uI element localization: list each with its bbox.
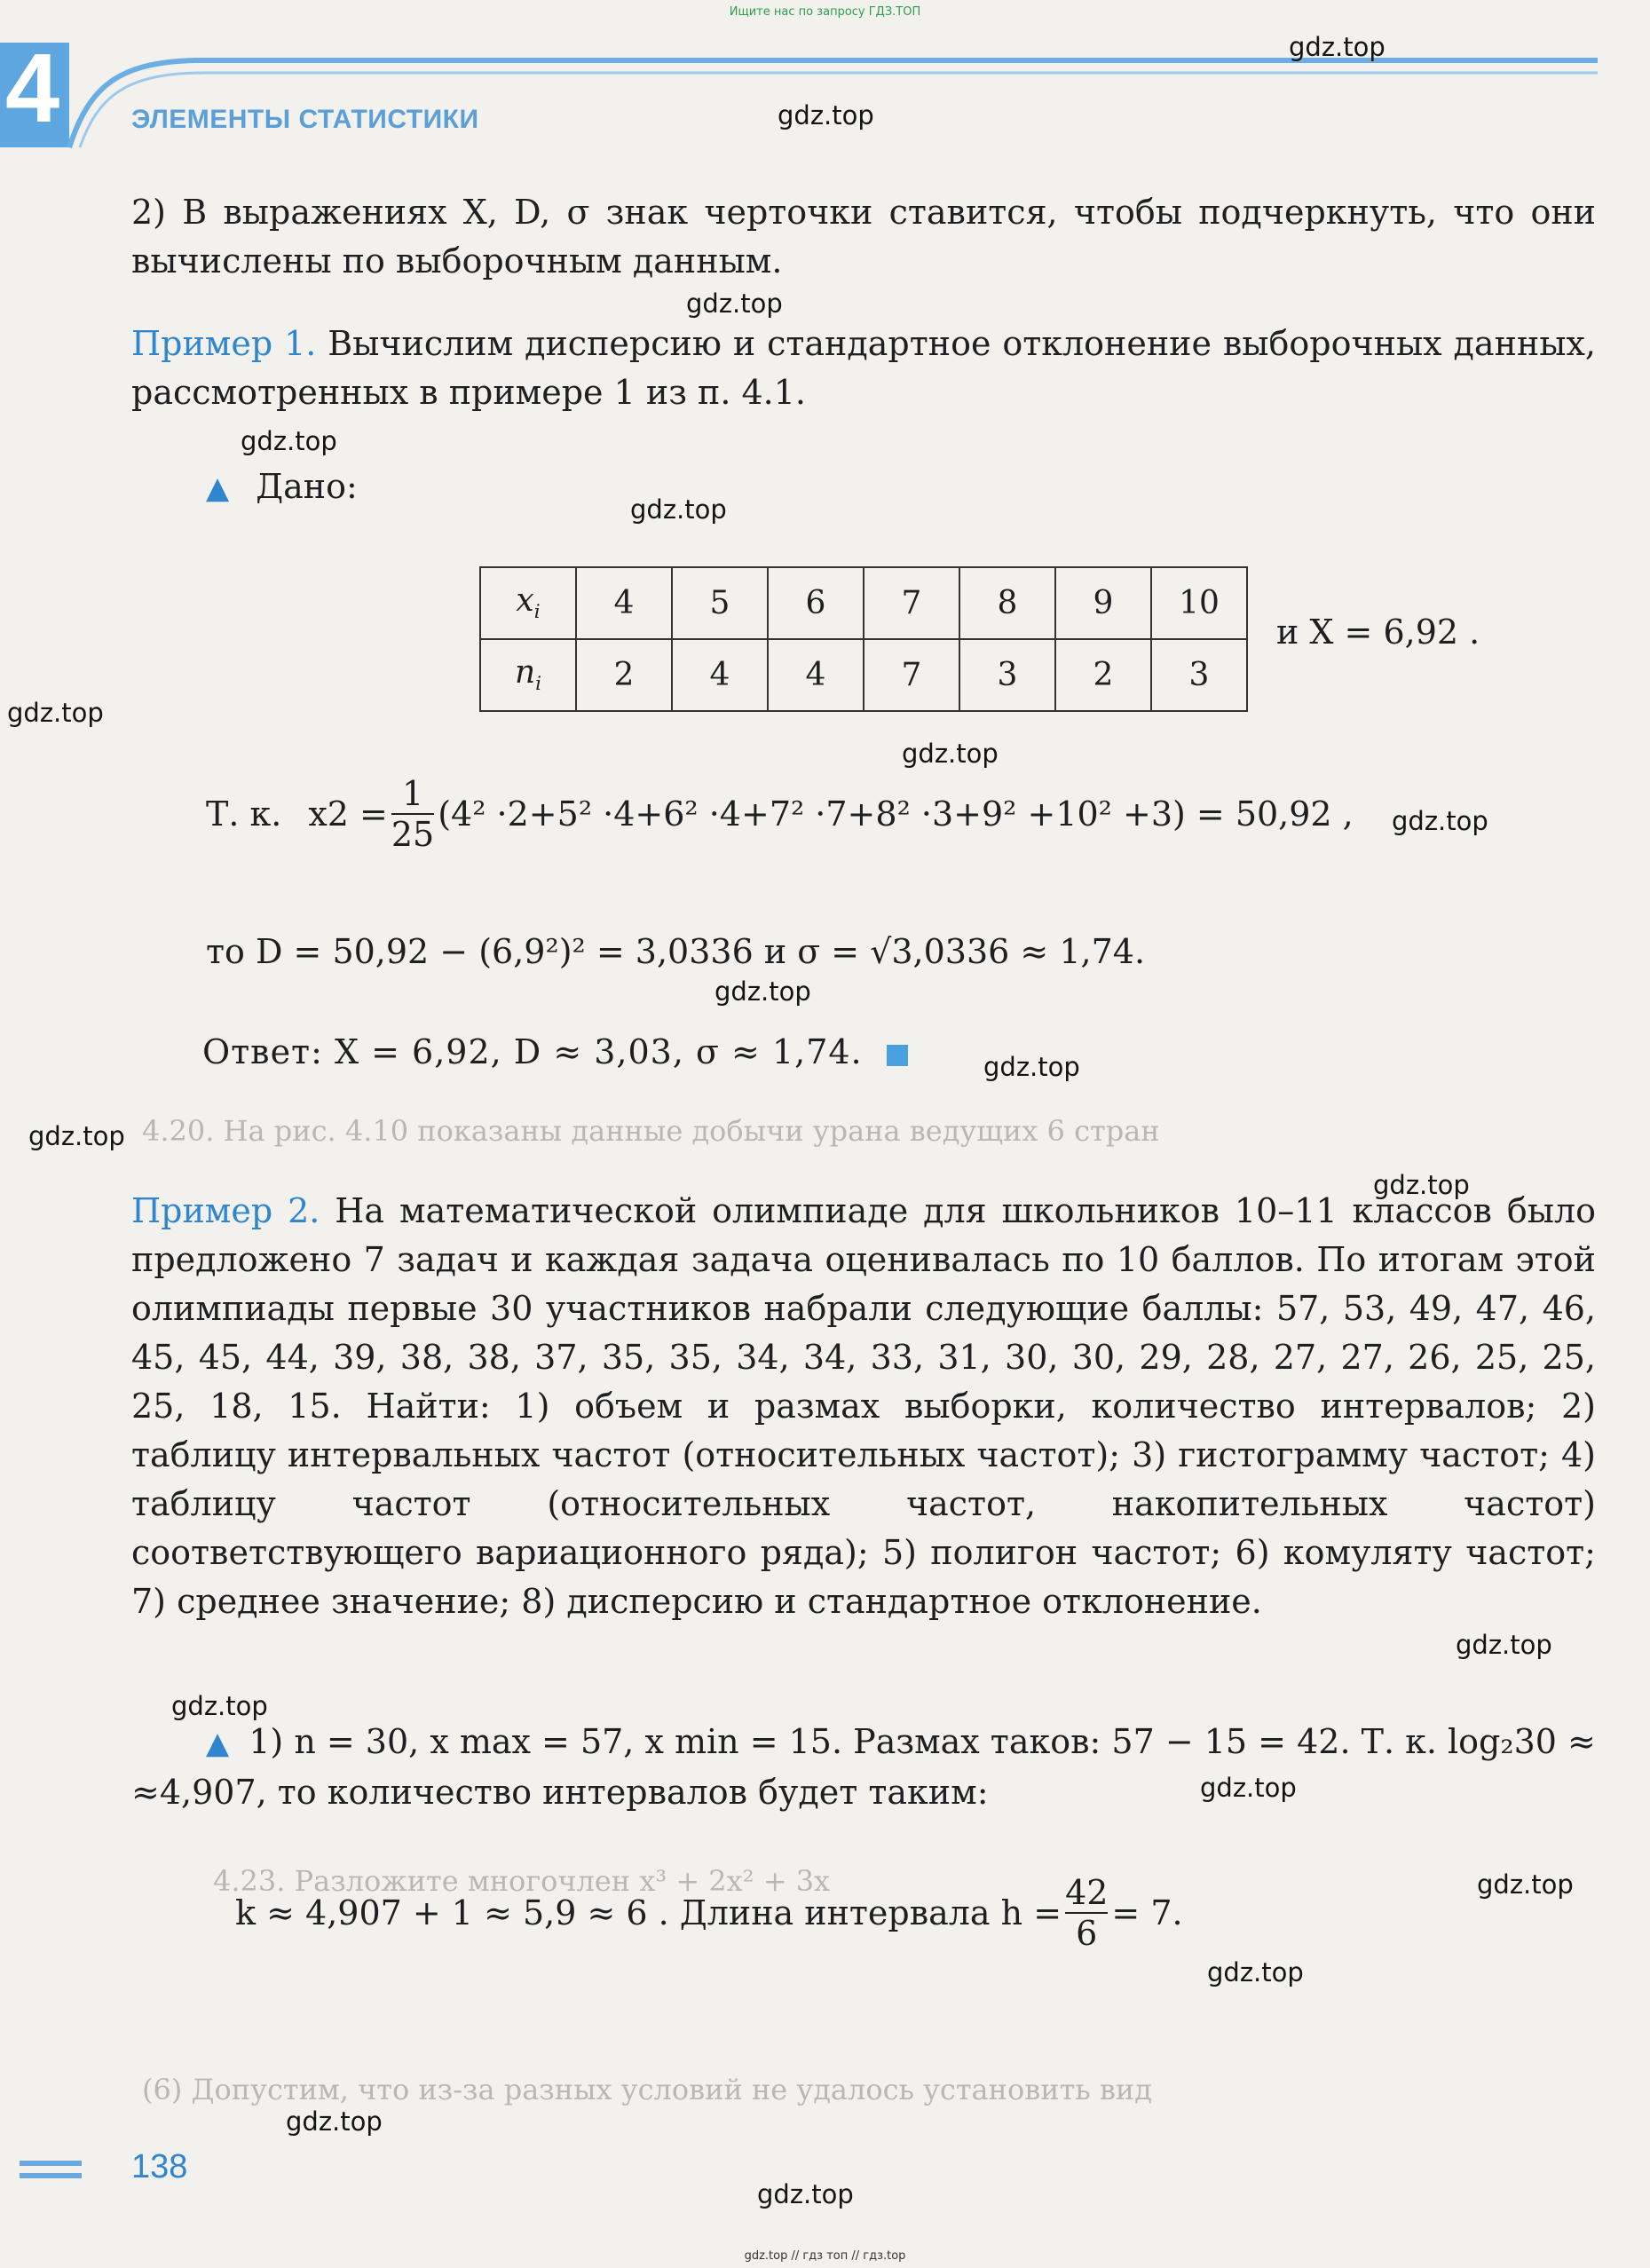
table-cell: 8 bbox=[959, 567, 1055, 639]
watermark: gdz.top bbox=[757, 2179, 854, 2209]
variance-formula: то D = 50,92 − (6,9²)² = 3,0336 и σ = √3,0336 ≈ 1,74. bbox=[206, 932, 1146, 971]
solution-text: 1) n = 30, x max = 57, x min = 15. Размах таков: 57 − 15 = 42. Т. к. log₂30 ≈ bbox=[249, 1722, 1596, 1761]
table-cell: 4 bbox=[576, 567, 672, 639]
watermark: gdz.top bbox=[241, 426, 337, 456]
table-cell: 2 bbox=[1055, 639, 1151, 711]
table-cell: 3 bbox=[959, 639, 1055, 711]
watermark: gdz.top bbox=[7, 698, 104, 728]
bleed-text: 4.23. Разложите многочлен x³ + 2x² + 3x bbox=[213, 1864, 831, 1898]
given-label: Дано: bbox=[256, 467, 358, 506]
table-cell: 2 bbox=[576, 639, 672, 711]
tk-label: Т. к. bbox=[206, 794, 282, 834]
triangle-marker-icon: ▲ bbox=[206, 470, 230, 506]
answer-text: Ответ: X = 6,92, D ≈ 3,03, σ ≈ 1,74. bbox=[202, 1032, 863, 1071]
top-search-note: Ищите нас по запросу ГДЗ.ТОП bbox=[729, 5, 921, 19]
table-cell: 4 bbox=[768, 639, 864, 711]
fraction-denominator: 25 bbox=[391, 815, 435, 854]
watermark: gdz.top bbox=[1207, 1957, 1304, 1987]
bleed-text: 4.20. На рис. 4.10 показаны данные добычи урана ведущих 6 стран bbox=[142, 1114, 1160, 1148]
watermark: gdz.top bbox=[1200, 1773, 1297, 1803]
table-cell: 6 bbox=[768, 567, 864, 639]
table-cell: 7 bbox=[864, 639, 959, 711]
remark-paragraph: 2) В выражениях X, D, σ знак черточки ставится, чтобы подчеркнуть, что они вычислены по выборочным данным. bbox=[131, 193, 1596, 281]
watermark: gdz.top bbox=[1289, 32, 1386, 62]
running-head: ЭЛЕМЕНТЫ СТАТИСТИКИ bbox=[131, 105, 479, 134]
watermark: gdz.top bbox=[1477, 1869, 1574, 1900]
table-cell: $n_i$ bbox=[480, 639, 576, 711]
mean-value: и X = 6,92 . bbox=[1276, 612, 1480, 652]
example1-label: Пример 1. bbox=[131, 324, 317, 363]
interval-text: k ≈ 4,907 + 1 ≈ 5,9 ≈ 6 . Длина интервала h = bbox=[235, 1893, 1062, 1932]
end-square-icon bbox=[887, 1045, 908, 1066]
table-cell: 4 bbox=[672, 639, 768, 711]
example2-paragraph bbox=[131, 1187, 1596, 1626]
interval-result: = 7. bbox=[1111, 1893, 1183, 1932]
fraction-denominator: 6 bbox=[1076, 1914, 1098, 1953]
example1-paragraph bbox=[131, 320, 1596, 417]
solution-line2: ≈4,907, то количество интервалов будет таким: bbox=[131, 1773, 989, 1812]
fraction bbox=[1065, 1873, 1108, 1953]
bottom-note: gdz.top // гдз топ // гдз.top bbox=[744, 2249, 906, 2263]
table-row bbox=[480, 639, 1247, 711]
watermark: gdz.top bbox=[983, 1052, 1080, 1082]
table-cell: 7 bbox=[864, 567, 959, 639]
x2-formula bbox=[206, 765, 1354, 863]
watermark: gdz.top bbox=[28, 1121, 125, 1151]
watermark: gdz.top bbox=[171, 1691, 268, 1721]
page-number: 138 bbox=[131, 2148, 188, 2185]
solution-line1 bbox=[206, 1722, 1596, 1761]
table-cell: 10 bbox=[1151, 567, 1247, 639]
x2-rhs: (4² ·2+5² ·4+6² ·4+7² ·7+8² ·3+9² +10² +3) = 50,92 , bbox=[438, 794, 1354, 834]
page-bar bbox=[20, 2161, 82, 2166]
x2-lhs: x2 = bbox=[308, 794, 388, 834]
fraction bbox=[391, 774, 434, 854]
interval-formula bbox=[235, 1864, 1183, 1962]
example2-label: Пример 2. bbox=[131, 1191, 320, 1230]
bleed-text: (6) Допустим, что из-за разных условий не удалось установить вид bbox=[142, 2073, 1152, 2106]
given-line bbox=[206, 467, 358, 506]
table-cell: 5 bbox=[672, 567, 768, 639]
watermark: gdz.top bbox=[1392, 806, 1488, 836]
watermark: gdz.top bbox=[902, 739, 999, 769]
page-bar bbox=[20, 2173, 82, 2178]
watermark: gdz.top bbox=[630, 494, 727, 525]
table-cell: 3 bbox=[1151, 639, 1247, 711]
triangle-marker-icon: ▲ bbox=[206, 1726, 230, 1761]
table-cell: 9 bbox=[1055, 567, 1151, 639]
example2-text: На математической олимпиаде для школьников 10–11 классов было предложено 7 задач и каждая задача оценивалась по 10 баллов. По итогам этой олимпиады первые 30 участников набрали следующие баллы: 57, 53, 49, 47, 46, 45, 45, 44, 39, 38, 38, 37, 35, 35, 34, 34, 33, 31, 30, 30, 29, 28, 27, 27, 26, 25, 25, 25, 18, 15. Найти: 1) объем и размах выборки, количество интервалов; 2) таблицу интервальных частот (относительных частот); 3) гистограмму частот; 4) таблицу частот (относительных частот, накопительных частот) соответствующего вариационного ряда); 5) полигон частот; 6) комуляту частот; 7) среднее значение; 8) дисперсию и стандартное отклонение. bbox=[131, 1191, 1597, 1621]
watermark: gdz.top bbox=[778, 100, 874, 130]
fraction-numerator: 42 bbox=[1065, 1873, 1109, 1912]
watermark: gdz.top bbox=[714, 976, 811, 1007]
chapter-number: 4 bbox=[5, 34, 60, 143]
example1-text: Вычислим дисперсию и стандартное отклонение выборочных данных, рассмотренных в примере 1 из п. 4.1. bbox=[131, 324, 1596, 412]
watermark: gdz.top bbox=[1373, 1170, 1470, 1200]
table-cell: $x_i$ bbox=[480, 567, 576, 639]
frequency-table bbox=[479, 566, 1248, 712]
watermark: gdz.top bbox=[1456, 1630, 1552, 1660]
answer-line bbox=[202, 1032, 908, 1071]
table-row bbox=[480, 567, 1247, 639]
watermark: gdz.top bbox=[286, 2106, 383, 2137]
fraction-numerator: 1 bbox=[391, 774, 434, 815]
watermark: gdz.top bbox=[686, 288, 783, 319]
